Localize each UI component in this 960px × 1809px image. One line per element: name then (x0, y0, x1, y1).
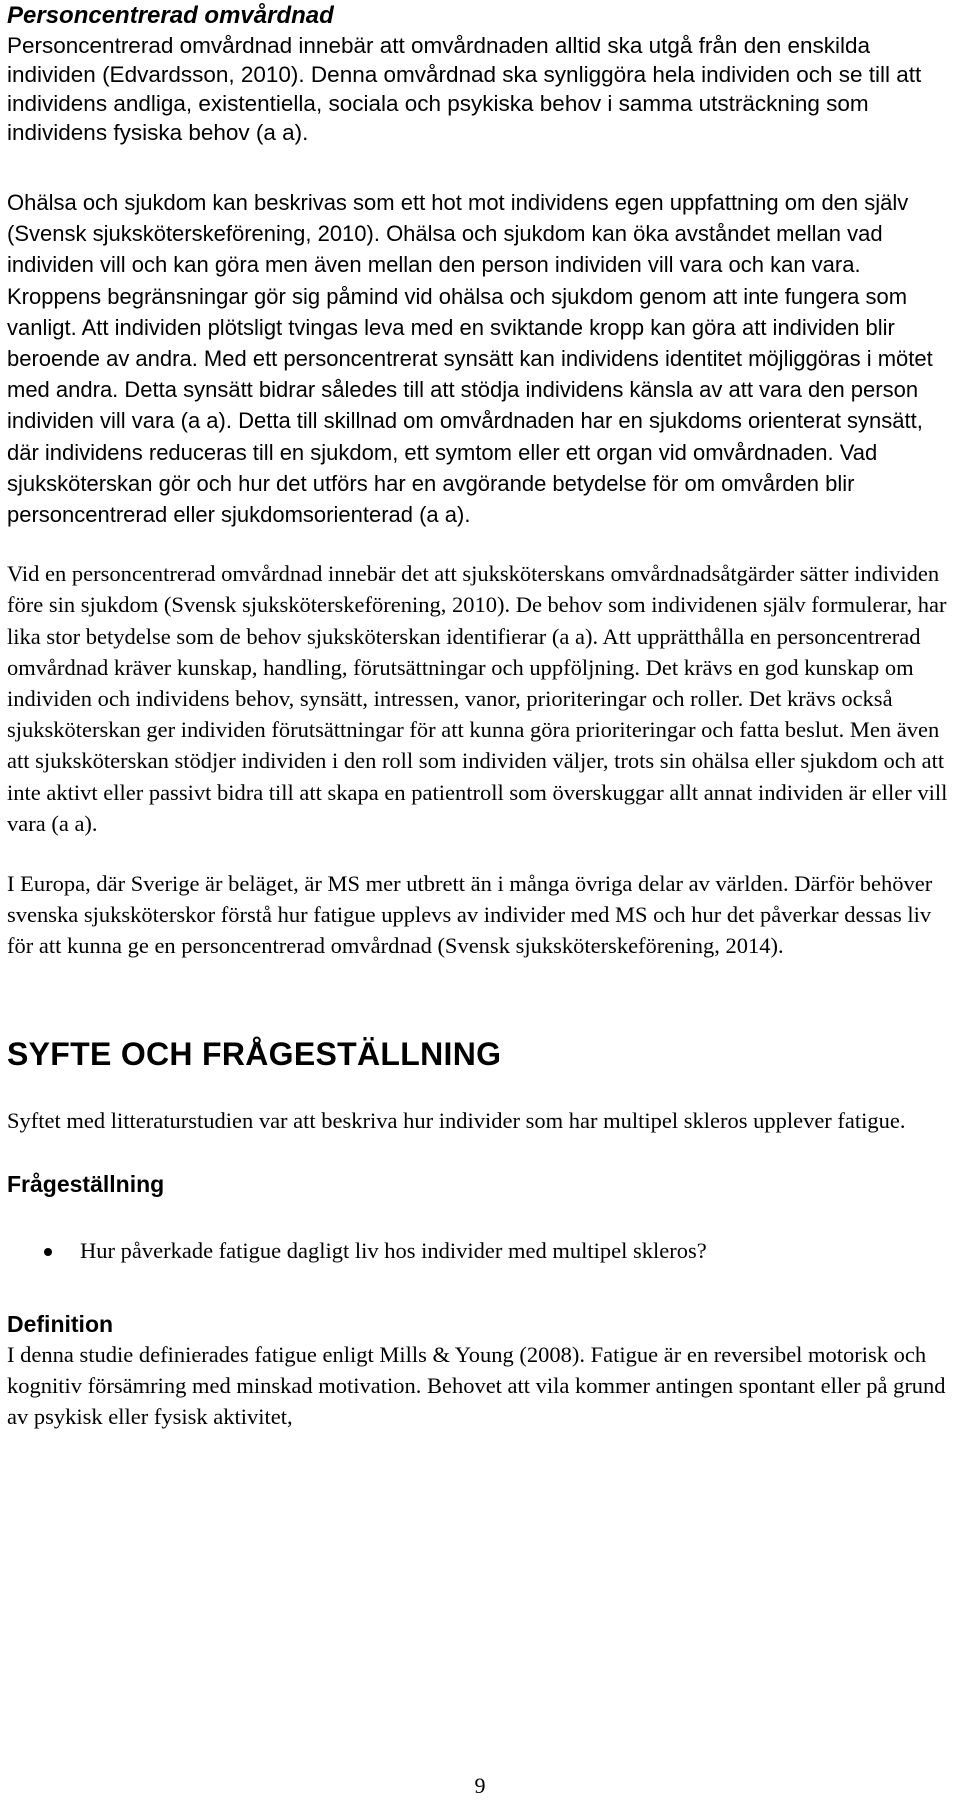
section-heading-syfte: SYFTE OCH FRÅGESTÄLLNING (7, 1035, 502, 1072)
paragraph-europa: I Europa, där Sverige är beläget, är MS mer utbrett än i många övriga delar av världen. Därför behöver svenska sjuksköterskor förstå hur fatigue upplevs av individer med MS och hur det påverkar dessas liv för att kunna ge en personcentrerad omvårdnad (Svensk sjuksköterskeförening, 2014). (7, 871, 933, 959)
paragraph-syfte: Syftet med litteraturstudien var att beskriva hur individer som har multipel skleros upplever fatigue. (7, 1107, 906, 1133)
document-page (7, 0, 953, 1432)
paragraph-ohalsa: Ohälsa och sjukdom kan beskrivas som ett hot mot individens egen uppfattning om den själv (Svensk sjuksköterskeförening, 2010). Ohälsa och sjukdom kan öka avståndet mellan vad individen vill och kan göra men även mellan den person individen vill vara och kan vara. Kroppens begränsningar gör sig påmind vid ohälsa och sjukdom genom att inte fungera som vanligt. Att individen plötsligt tvingas leva med en sviktande kropp kan göra att individen blir beroende av andra. Med ett personcentrerat synsätt kan individens identitet möjliggöras i mötet med andra. Detta synsätt bidrar således till att stödja individens känsla av att vara den person individen vill vara (a a). Detta till skillnad om omvårdnaden har en sjukdoms orienterat synsätt, där individens reduceras till en sjukdom, ett symtom eller ett organ vid omvårdnaden. Vad sjuksköterskan gör och hur det utförs har en avgörande betydelse för om omvården blir personcentrerad eller sjukdomsorienterad (a a). (7, 190, 933, 528)
paragraph-definition: I denna studie definierades fatigue enligt Mills & Young (2008). Fatigue är en reversibel motorisk och kognitiv försämring med minskad motivation. Behovet att vila kommer antingen spontant eller på grund av psykisk eller fysisk aktivitet, (7, 1341, 946, 1430)
section-heading-fragestallning: Frågeställning (7, 1170, 165, 1197)
section-heading-definition: Definition (7, 1310, 114, 1337)
question-list (7, 1235, 953, 1266)
page-number: 9 (474, 1773, 486, 1798)
list-item-text: Hur påverkade fatigue dagligt liv hos individer med multipel skleros? (80, 1237, 707, 1263)
list-item (7, 1235, 953, 1266)
bullet-icon (44, 1248, 52, 1256)
section-heading-personcentrerad: Personcentrerad omvårdnad (7, 2, 334, 29)
paragraph-personcentrerad-omvardnad: Vid en personcentrerad omvårdnad innebär det att sjuksköterskans omvårdnadsåtgärder sätter individen före sin sjukdom (Svensk sjuksköterskeförening, 2010). De behov som individenen själv formulerar, har lika stor betydelse som de behov sjuksköterskan identifierar (a a). Att upprätthålla en personcentrerad omvårdnad kräver kunskap, handling, förutsättningar och uppföljning. Det krävs en god kunskap om individen och individens behov, synsätt, intressen, vanor, prioriteringar och roller. Det krävs också sjuksköterskan ger individen förutsättningar för att kunna göra prioriteringar och fatta beslut. Men även att sjuksköterskan stödjer individen i den roll som individen väljer, trots sin ohälsa eller sjukdom och att inte aktivt eller passivt bidra till att skapa en patientroll som överskuggar allt annat individen är eller vill vara (a a). (7, 561, 948, 836)
paragraph-intro: Personcentrerad omvårdnad innebär att omvårdnaden alltid ska utgå från den enskilda individen (Edvardsson, 2010). Denna omvårdnad ska synliggöra hela individen och se till att individens andliga, existentiella, sociala och psykiska behov i samma utsträckning som individens fysiska behov (a a). (7, 33, 922, 145)
